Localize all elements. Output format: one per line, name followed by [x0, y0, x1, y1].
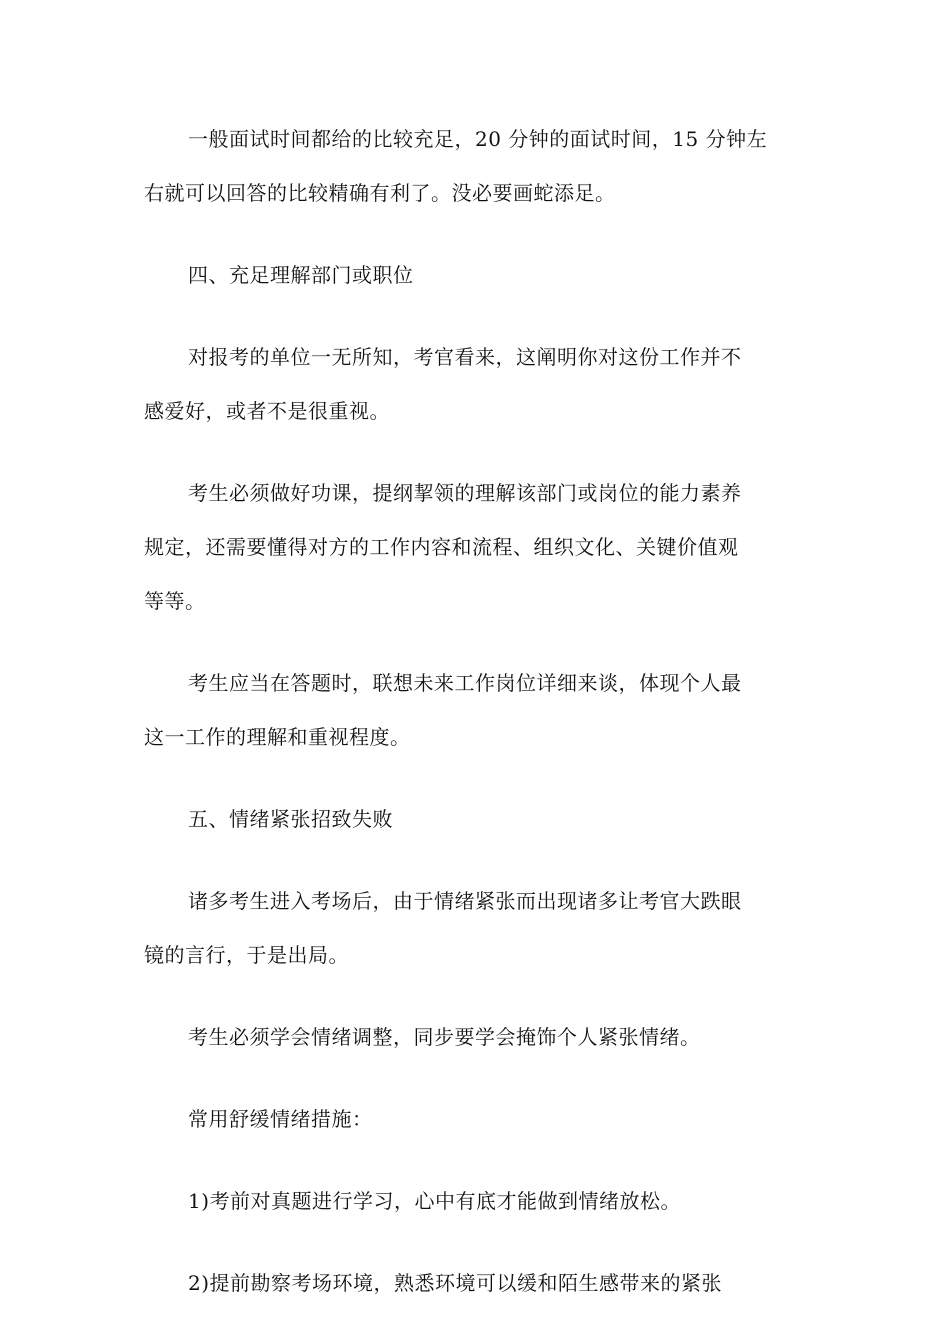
- paragraph-methods-heading: [144, 1092, 810, 1146]
- text-line: 常用舒缓情绪措施：: [188, 1107, 373, 1131]
- text-line: 考生应当在答题时，联想未来工作岗位详细来谈，体现个人最: [188, 671, 742, 695]
- paragraph-nervous: [144, 874, 810, 982]
- text-line: 感爱好，或者不是很重视。: [144, 399, 390, 423]
- section-heading-5: [144, 792, 810, 846]
- text-line: 右就可以回答的比较精确有利了。没必要画蛇添足。: [144, 181, 616, 205]
- text-line: 考生必须学会情绪调整，同步要学会掩饰个人紧张情绪。: [188, 1025, 701, 1049]
- paragraph-emotion-adjust: [144, 1010, 810, 1064]
- text-line: 对报考的单位一无所知，考官看来，这阐明你对这份工作并不: [188, 345, 742, 369]
- heading-text: 五、情绪紧张招致失败: [188, 807, 393, 831]
- text-line: 考生必须做好功课，提纲挈领的理解该部门或岗位的能力素养: [188, 481, 742, 505]
- text-line: 2)提前勘察考场环境，熟悉环境可以缓和陌生感带来的紧张: [188, 1271, 723, 1295]
- paragraph-homework: [144, 466, 810, 628]
- list-item-1: [144, 1174, 810, 1228]
- text-line: 镜的言行，于是出局。: [144, 943, 349, 967]
- section-heading-4: [144, 248, 810, 302]
- text-line: 诸多考生进入考场后，由于情绪紧张而出现诸多让考官大跌眼: [188, 889, 742, 913]
- paragraph-unit-knowledge: [144, 330, 810, 438]
- text-line: 等等。: [144, 589, 206, 613]
- document-body: [144, 112, 810, 1310]
- text-line: 规定，还需要懂得对方的工作内容和流程、组织文化、关键价值观: [144, 535, 739, 559]
- heading-text: 四、充足理解部门或职位: [188, 263, 414, 287]
- text-line: 1)考前对真题进行学习，心中有底才能做到情绪放松。: [188, 1189, 682, 1213]
- paragraph-answering: [144, 656, 810, 764]
- text-line: 这一工作的理解和重视程度。: [144, 725, 411, 749]
- paragraph-interview-time: [144, 112, 810, 220]
- list-item-2: [144, 1256, 810, 1310]
- text-line: 一般面试时间都给的比较充足，20 分钟的面试时间，15 分钟左: [188, 127, 768, 151]
